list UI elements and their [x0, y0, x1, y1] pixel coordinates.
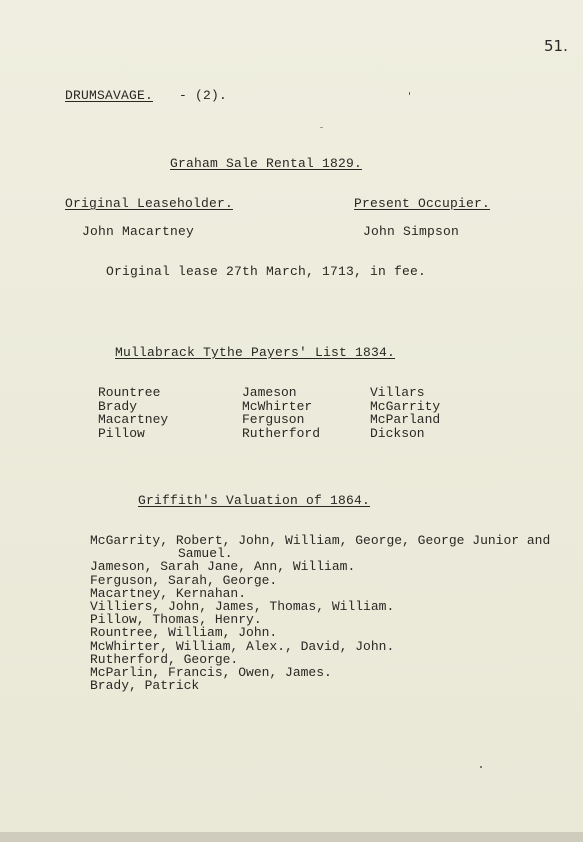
tythe-section-title: Mullabrack Tythe Payers' List 1834. [115, 345, 396, 360]
tythe-name: McParland [370, 412, 441, 428]
griffith-entry: Jameson, Sarah Jane, Ann, William. [90, 559, 356, 575]
griffith-entry: Rountree, William, John. [90, 625, 278, 641]
tythe-name: McGarrity [370, 398, 441, 414]
leaseholder-header: Original Leaseholder. [65, 196, 234, 211]
tythe-column-3 [370, 386, 440, 440]
page-number: 51. [544, 37, 568, 55]
document-part: - (2). [179, 88, 228, 103]
tythe-column-2 [242, 386, 320, 440]
tythe-name: Ferguson [242, 412, 305, 428]
griffith-entry: McWhirter, William, Alex., David, John. [90, 638, 395, 654]
tythe-name: Rountree [98, 385, 161, 400]
paper-speck [480, 766, 482, 768]
paper-speck [409, 92, 410, 95]
griffith-entry: Ferguson, Sarah, George. [90, 572, 278, 588]
griffith-section-title: Griffith's Valuation of 1864. [138, 493, 371, 508]
tythe-name: McWhirter [242, 398, 313, 414]
tythe-name: Villars [370, 385, 425, 400]
graham-section-title: Graham Sale Rental 1829. [170, 156, 363, 171]
griffith-entries [90, 534, 550, 692]
document-title: DRUMSAVAGE. [65, 88, 154, 103]
tythe-name: Brady [98, 398, 138, 414]
griffith-entry: Samuel. [178, 546, 233, 562]
leaseholder-name: John Macartney [82, 224, 195, 239]
griffith-entry: Rutherford, George. [90, 651, 239, 667]
griffith-entry: Pillow, Thomas, Henry. [90, 612, 262, 628]
tythe-name: Rutherford [242, 425, 321, 441]
griffith-entry: Villiers, John, James, Thomas, William. [90, 599, 395, 615]
griffith-entry: Brady, Patrick [90, 678, 200, 694]
tythe-name: Jameson [242, 385, 297, 400]
occupier-header: Present Occupier. [354, 196, 491, 211]
occupier-name: John Simpson [363, 224, 460, 239]
griffith-entry: McGarrity, Robert, John, William, George, George Junior and [90, 533, 551, 548]
griffith-entry: McParlin, Francis, Owen, James. [90, 665, 332, 681]
tythe-column-1 [98, 386, 168, 440]
lease-note: Original lease 27th March, 1713, in fee. [106, 264, 427, 279]
tythe-name: Dickson [370, 425, 425, 441]
paper-speck [320, 127, 323, 128]
tythe-name: Macartney [98, 412, 169, 428]
tythe-name: Pillow [98, 425, 145, 441]
griffith-entry: Macartney, Kernahan. [90, 585, 247, 601]
